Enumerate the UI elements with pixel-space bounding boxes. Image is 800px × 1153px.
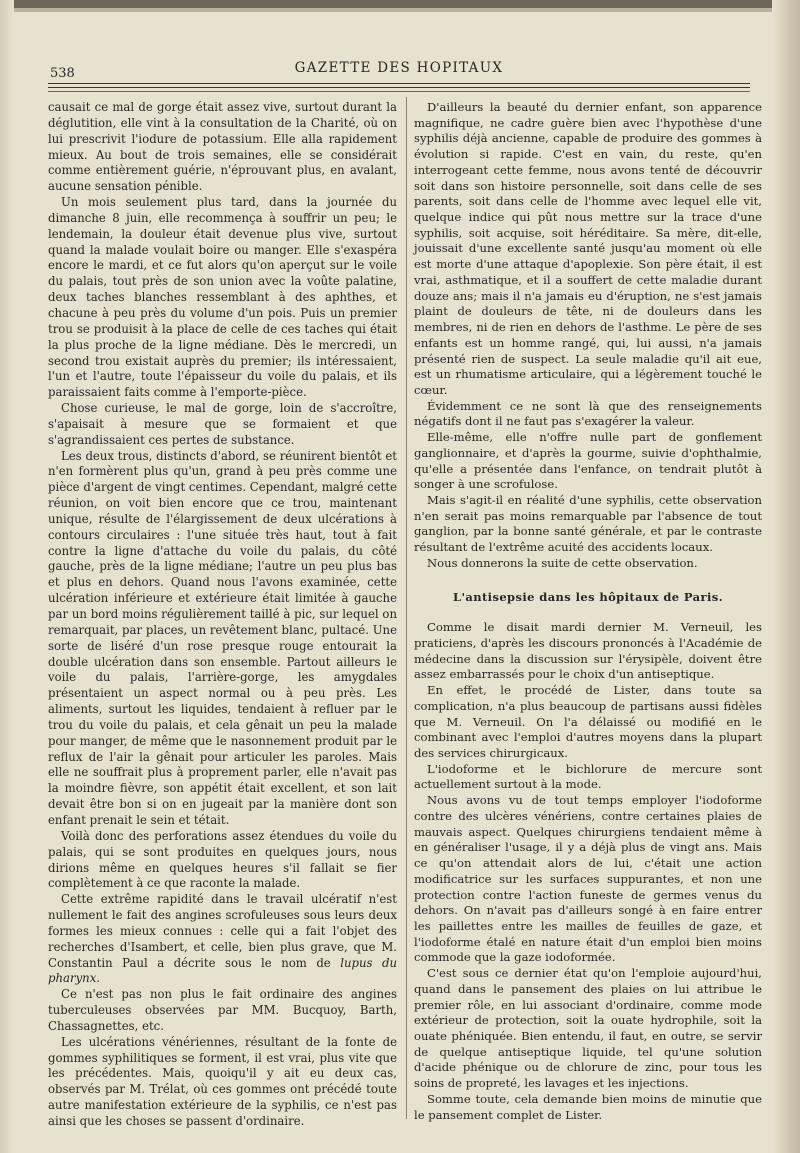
paragraph: Nous donnerons la suite de cette observation. (427, 555, 698, 570)
paragraph: Ce n'est pas non plus le fait ordinaire des angines tuberculeuses observées par MM. Bucquoy, Barth, Chassagnettes, etc. (48, 987, 397, 1033)
paragraph-text: Cette extrême rapidité dans le travail ulcératif n'est nullement le fait des angines scrofuleuses sous leurs deux formes les mieux connues : celle qui a fait l'objet des recherches d'Isambert, et celle, bien plus grave, que M. Constantin Paul a décrite sous le nom de (48, 892, 397, 970)
page-top-shadow (0, 8, 800, 12)
italic-term: lupus du pharynx. (48, 955, 397, 986)
header-rule-middle (48, 87, 750, 88)
paragraph-with-term (48, 892, 397, 987)
running-title: GAZETTE DES HOPITAUX (294, 60, 504, 76)
page-header (48, 58, 750, 84)
right-column (414, 100, 762, 1123)
paragraph: Nous avons vu de tout temps employer l'iodoforme contre des ulcères vénériens, contre certaines plaies de mauvais aspect. Quelques chirurgiens tendaient même à en généraliser l'usage, il y a déjà plus de vingt ans. Mais ce qu'on attendait alors de lui, c'était une action modificatrice sur les surfaces suppurantes, et non une protection contre l'action funeste de germes venus du dehors. On n'avait pas d'ailleurs songé à en faire entrer les paillettes entre les mailles de feuilles de gaze, et l'iodoforme étalé en nature était d'un emploi bien moins commode que la gaze iodoformée. (414, 793, 762, 965)
paragraph: En effet, le procédé de Lister, dans toute sa complication, n'a plus beaucoup de partisans aussi fidèles que M. Verneuil. On l'a délaissé ou modifié en le combinant avec l'emploi d'autres moyens dans la plupart des services chirurgicaux. (414, 683, 762, 761)
paragraph: Voilà donc des perforations assez étendues du voile du palais, qui se sont produites en quelques jours, nous dirions même en quelques heures s'il fallait se fier complètement à ce que raconte la malade. (48, 828, 397, 891)
paragraph: Somme toute, cela demande bien moins de minutie que le pansement complet de Lister. (414, 1091, 762, 1122)
paragraph: C'est sous ce dernier état qu'on l'emploie aujourd'hui, quand dans le pansement des plaies on lui attribue le premier rôle, en lui associant d'ordinaire, comme mode extérieur de protection, soit la ouate hydrophile, soit la ouate phéniquée. Bien entendu, il faut, en outre, se servir de quelque antiseptique liquide, tel qu'une solution d'acide phénique ou de chlorure de zinc, pour tous les soins de propreté, les lavages et les injections. (414, 966, 762, 1091)
paragraph: Chose curieuse, le mal de gorge, loin de s'accroître, s'apaisait à mesure que se formaient et que s'agrandissaient ces pertes de substance. (48, 401, 397, 447)
paragraph: L'iodoforme et le bichlorure de mercure sont actuellement surtout à la mode. (414, 761, 762, 792)
paragraph: Évidemment ce ne sont là que des renseignements négatifs dont il ne faut pas s'exagérer la valeur. (414, 398, 762, 429)
column-divider (406, 97, 407, 1119)
paragraph: Mais s'agit-il en réalité d'une syphilis, cette observation n'en serait pas moins remarquable par l'absence de tout ganglion, par la bonne santé générale, et par le contraste résultant de l'extrême acuité des accidents locaux. (414, 492, 762, 555)
paragraph: D'ailleurs la beauté du dernier enfant, son apparence magnifique, ne cadre guère bien avec l'hypothèse d'une syphilis déjà ancienne, capable de produire des gommes à évolution si rapide. C'est en vain, du reste, qu'en interrogeant cette femme, nous avons tenté de découvrir soit dans son histoire personnelle, soit dans celle de ses parents, soit dans celle de l'homme avec lequel elle vit, quelque indice qui pût nous mettre sur la trace d'une syphilis, soit acquise, soit héréditaire. Sa mère, dit-elle, jouissait d'une excellente santé jusqu'au moment où elle est morte d'une attaque d'apoplexie. Son père était, il est vrai, asthmatique, et il a souffert de cette maladie durant douze ans; mais il n'a jamais eu d'éruption, ne s'est jamais plaint de douleurs de tête, ni de douleurs dans les membres, ni de rien en dehors de l'asthme. Le père de ses enfants est un homme rangé, qui, lui aussi, n'a jamais présenté rien de suspect. La seule maladie qu'il ait eue, est un rhumatisme articulaire, qui a légèrement touché le cœur. (414, 100, 762, 397)
page-top-edge (0, 0, 800, 8)
header-rule-top (48, 83, 750, 84)
section-title: L'antisepsie dans les hôpitaux de Paris. (452, 589, 724, 604)
paragraph: Les deux trous, distincts d'abord, se réunirent bientôt et n'en formèrent plus qu'un, grand à peu près comme une pièce d'argent de vingt centimes. Cependant, malgré cette réunion, on voit bien encore que ce trou, maintenant unique, résulte de l'élargissement de deux ulcérations à contours circulaires : l'une située très haut, tout à fait contre la ligne d'attache du voile du palais, du côté gauche, près de la ligne médiane; l'autre un peu plus bas et plus en dehors. Quand nous l'avons examinée, cette ulcération inférieure et extérieure était limitée à gauche par un bord moins régulièrement taillé à pic, sur lequel on remarquait, par places, un revêtement blanc, pultacé. Une sorte de liséré d'un rose presque rouge entourait la double ulcération dans son ensemble. Partout ailleurs le voile du palais, l'arrière-gorge, les amygdales présentaient un aspect normal ou à peu près. Les aliments, surtout les liquides, tendaient à refluer par le trou du voile du palais, et cela gênait un peu la malade pour manger, de même que le nasonnement produit par le reflux de l'air la gênait pour articuler les paroles. Mais elle ne souffrait plus à proprement parler, elle n'avait pas la moindre fièvre, son appétit était excellent, et son lait devait être bon si on en jugeait par la manière dont son enfant prenait le sein et tétait. (48, 448, 397, 827)
page-left-edge (0, 0, 14, 1153)
page-binding-edge (772, 0, 800, 1153)
paragraph: Elle-même, elle n'offre nulle part de gonflement ganglionnaire, et d'après la gourme, suivie d'ophthalmie, qu'elle a présentée dans l'enfance, on tendrait plutôt à songer à une scrofulose. (414, 430, 762, 492)
paragraph: causait ce mal de gorge était assez vive, surtout durant la déglutition, elle vint à la consultation de la Charité, où on lui prescrivit l'iodure de potassium. Elle alla rapidement mieux. Au bout de trois semaines, elle se considérait comme entièrement guérie, n'éprouvant plus, en avalant, aucune sensation pénible. (48, 100, 397, 194)
page-number: 538 (50, 66, 75, 81)
paragraph: Un mois seulement plus tard, dans la journée du dimanche 8 juin, elle recommença à souffrir un peu; le lendemain, la douleur était devenue plus vive, surtout quand la malade voulait boire ou manger. Elle s'exaspéra encore le mardi, et ce fut alors qu'on aperçut sur le voile du palais, tout près de son union avec la voûte palatine, deux taches blanches ressemblant à des aphthes, et chacune à peu près du volume d'un pois. Puis un premier trou se produisit à la place de celle de ces taches qui était la plus proche de la ligne médiane. Dès le mercredi, un second trou existait auprès du premier; ils intéressaient, l'un et l'autre, toute l'épaisseur du voile du palais, et ils paraissaient faits comme à l'emporte-pièce. (48, 195, 397, 400)
left-column (48, 100, 397, 1130)
paragraph: Les ulcérations vénériennes, résultant de la fonte de gommes syphilitiques se forment, il est vrai, plus vite que les précédentes. Mais, quoiqu'il y ait eu deux cas, observés par M. Trélat, où ces gommes ont précédé toute autre manifestation extérieure de la syphilis, ce n'est pas ainsi que les choses se passent d'ordinaire. (48, 1034, 397, 1128)
paragraph: Comme le disait mardi dernier M. Verneuil, les praticiens, d'après les discours prononcés à l'Académie de médecine dans la discussion sur l'érysipèle, doivent être assez embarrassés pour le choix d'un antiseptique. (414, 620, 762, 682)
header-rule-bottom (48, 91, 750, 92)
